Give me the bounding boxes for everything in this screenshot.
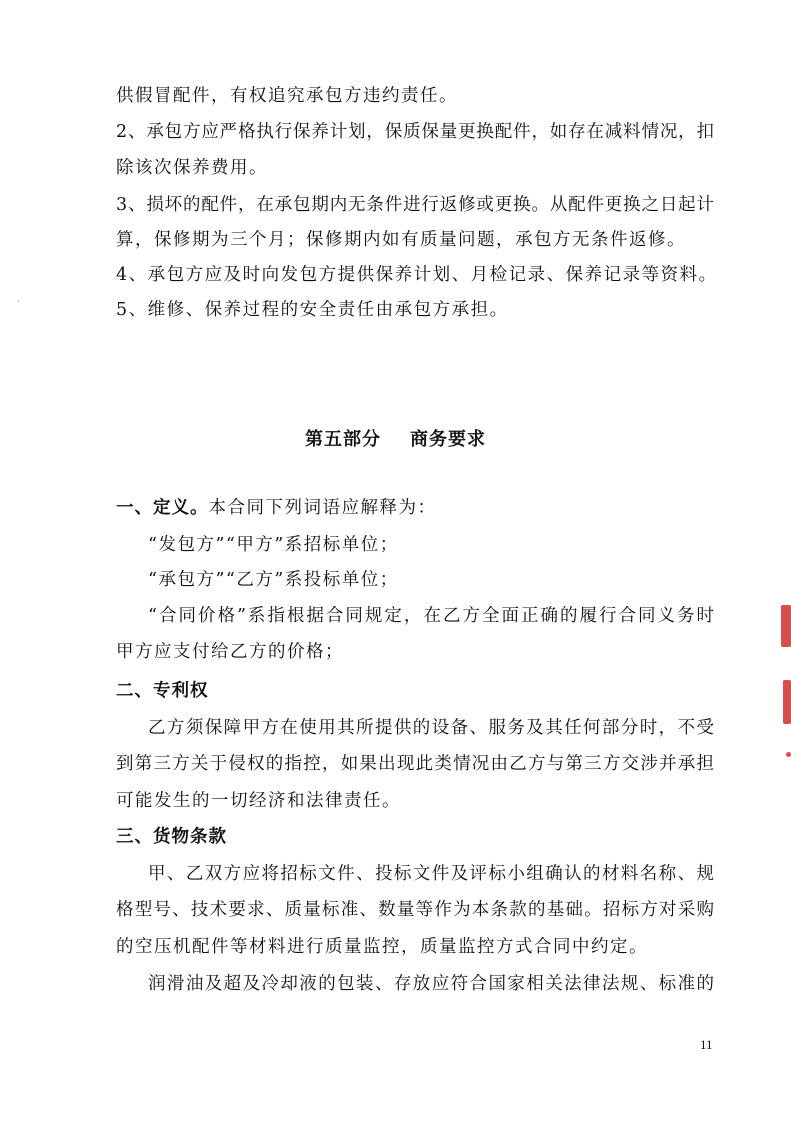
goods-heading: 三、货物条款 — [116, 827, 227, 847]
goods-line: 润滑油及超及冷却液的包装、存放应符合国家相关法律法规、标准的 — [148, 974, 714, 994]
seal-stamp-edge — [781, 605, 791, 647]
paragraph-line: 除该次保养费用。 — [116, 158, 268, 178]
paragraph-line: 4、承包方应及时向发包方提供保养计划、月检记录、保养记录等资料。 — [116, 265, 718, 285]
patent-line: 到第三方关于侵权的指控，如果出现此类情况由乙方与第三方交涉并承担 — [116, 754, 714, 774]
paragraph-line: 3、损坏的配件，在承包期内无条件进行返修或更换。从配件更换之日起计 — [116, 195, 714, 215]
paragraph-line: 2、承包方应严格执行保养计划，保质保量更换配件，如存在减料情况，扣 — [116, 122, 714, 142]
patent-heading: 二、专利权 — [116, 681, 209, 701]
seal-stamp-edge — [786, 752, 791, 757]
definition-item: “合同价格”系指根据合同规定，在乙方全面正确的履行合同义务时 — [148, 606, 714, 626]
page-number: 11 — [700, 1037, 713, 1052]
patent-line: 乙方须保障甲方在使用其所提供的设备、服务及其任何部分时，不受 — [148, 718, 714, 738]
definition-item: 甲方应支付给乙方的价格； — [116, 642, 344, 662]
paragraph-line: 供假冒配件，有权追究承包方违约责任。 — [116, 86, 458, 106]
definitions-intro: 本合同下列词语应解释为： — [208, 498, 437, 518]
goods-line: 格型号、技术要求、质量标准、数量等作为本条款的基础。招标方对采购 — [116, 900, 714, 920]
section-title: 第五部分 商务要求 — [304, 429, 487, 450]
paragraph-line: 5、维修、保养过程的安全责任由承包方承担。 — [116, 300, 509, 320]
definition-item: “发包方”“甲方”系招标单位； — [148, 535, 399, 555]
definitions-paragraph — [116, 496, 437, 520]
seal-stamp-edge — [783, 680, 791, 724]
paragraph-line: 算，保修期为三个月；保修期内如有质量问题，承包方无条件返修。 — [116, 230, 686, 250]
goods-line: 的空压机配件等材料进行质量监控，质量监控方式合同中约定。 — [116, 937, 648, 957]
definition-item: “承包方”“乙方”系投标单位； — [148, 570, 399, 590]
goods-line: 甲、乙双方应将招标文件、投标文件及评标小组确认的材料名称、规 — [148, 864, 714, 884]
definitions-heading: 一、定义。 — [116, 498, 209, 518]
patent-line: 可能发生的一切经济和法律责任。 — [116, 791, 401, 811]
scan-speck — [18, 300, 19, 302]
